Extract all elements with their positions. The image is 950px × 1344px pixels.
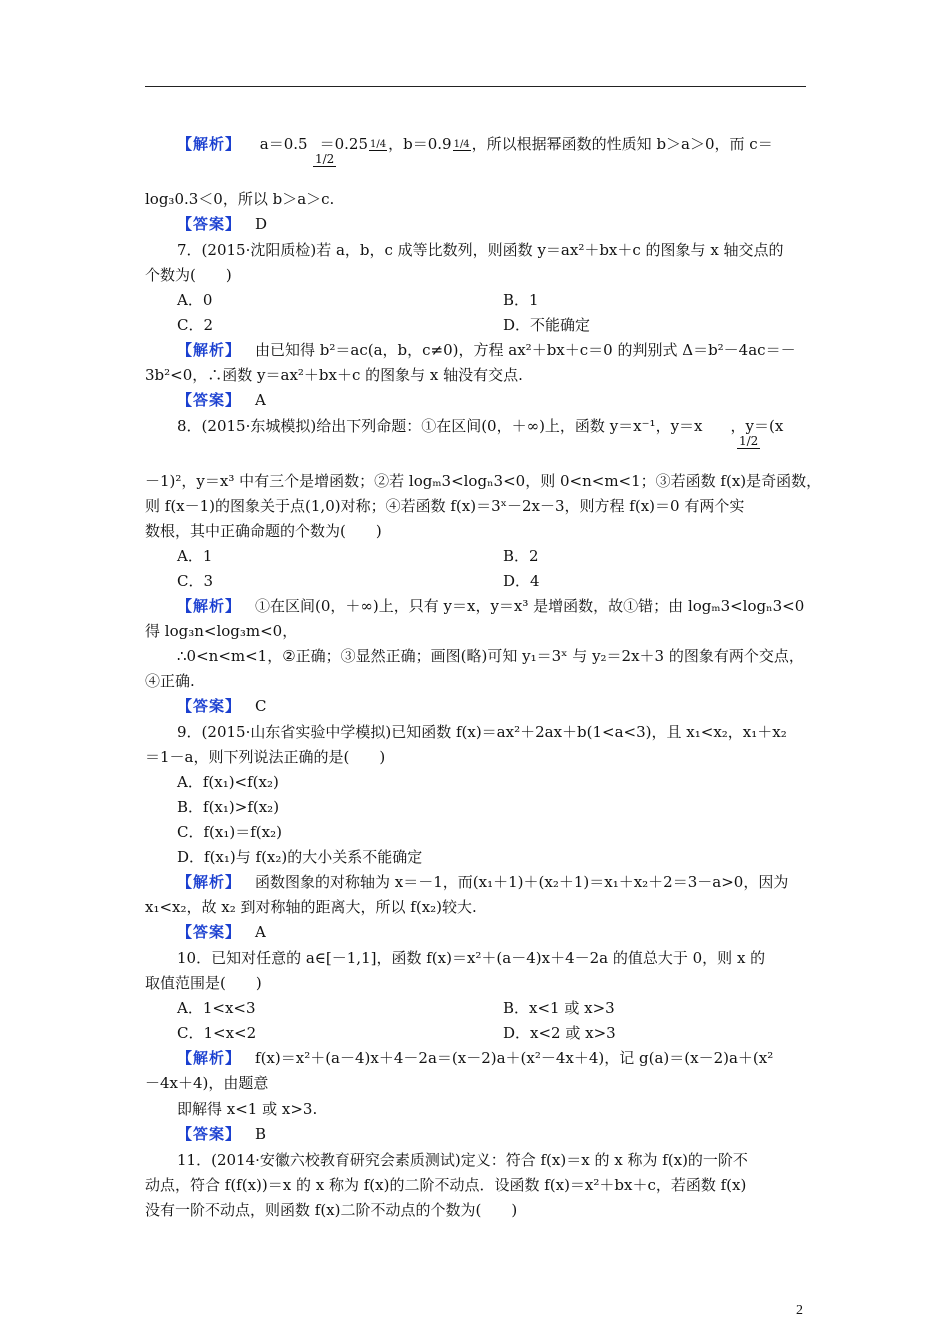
q6-analysis-a: a＝0.5 — [259, 135, 308, 153]
q8-exponent-half: 1/2 — [739, 434, 759, 448]
q10-analysis-line1: f(x)＝x²＋(a－4)x＋4－2a＝(x－2)a＋(x²－4x＋4)，记 g(a)＝(x－2)a＋(x² — [255, 1049, 774, 1067]
q6-answer — [177, 215, 847, 233]
q10-option-b: B．x<1 或 x>3 — [503, 999, 615, 1017]
q6-analysis-b: ＝0.25 — [319, 135, 369, 153]
q6-analysis-d: ，所以根据幂函数的性质知 b＞a＞0，而 c＝ — [471, 135, 773, 153]
q8-answer — [177, 697, 847, 715]
q9-analysis — [177, 873, 847, 891]
q7-answer-value: A — [255, 391, 266, 409]
q6-answer-value: D — [255, 215, 268, 233]
analysis-label: 【解析】 — [177, 873, 242, 891]
q11-stem-line2: 动点，符合 f(f(x))＝x 的 x 称为 f(x)的二阶不动点．设函数 f(x)＝x²＋bx＋c，若函数 f(x) — [145, 1176, 747, 1194]
answer-label: 【答案】 — [177, 923, 242, 941]
q9-answer — [177, 923, 847, 941]
q8-analysis — [177, 597, 847, 615]
q10-option-c: C．1<x<2 — [177, 1024, 257, 1042]
q8-stem-line2: －1)²，y＝x³ 中有三个是增函数；②若 logₘ3<logₙ3<0，则 0<n<m<1；③若函数 f(x)是奇函数， — [145, 472, 822, 490]
q7-options-row1 — [177, 291, 847, 309]
q8-analysis-line2: 得 log₃n<log₃m<0， — [145, 622, 298, 640]
header-rule — [145, 86, 806, 87]
q10-analysis-line3: 即解得 x<1 或 x>3. — [177, 1100, 318, 1118]
q8-analysis-line4: ④正确. — [145, 672, 195, 690]
q10-answer — [177, 1125, 847, 1143]
q6-exponent-b: 1/4 — [370, 138, 387, 150]
page-number: 2 — [796, 1303, 803, 1318]
q7-stem-line1: 7．(2015·沈阳质检)若 a，b，c 成等比数列，则函数 y＝ax²＋bx＋c 的图象与 x 轴交点的 — [177, 241, 784, 259]
q8-answer-value: C — [255, 697, 267, 715]
q8-options-row1 — [177, 547, 847, 565]
q8-analysis-line1: ①在区间(0，＋∞)上，只有 y＝x，y＝x³ 是增函数，故①错；由 logₘ3<logₙ3<0 — [255, 597, 805, 615]
q10-options-row2 — [177, 1024, 847, 1042]
q11-stem-line1: 11．(2014·安徽六校教育研究会素质测试)定义：符合 f(x)＝x 的 x 称为 f(x)的一阶不 — [177, 1151, 748, 1169]
q8-stem-line1-b: ，y＝(x — [730, 417, 784, 435]
q9-option-b: B．f(x₁)>f(x₂) — [177, 798, 280, 816]
q8-stem-line3: 则 f(x－1)的图象关于点(1,0)对称；④若函数 f(x)＝3ˣ－2x－3，则方程 f(x)＝0 有两个实 — [145, 497, 745, 515]
q10-stem-line2: 取值范围是( ) — [145, 974, 262, 992]
q8-option-d: D．4 — [503, 572, 540, 590]
q7-answer — [177, 391, 847, 409]
q9-stem-line2: ＝1－a，则下列说法正确的是( ) — [145, 748, 386, 766]
q7-option-a: A．0 — [177, 291, 213, 309]
analysis-label: 【解析】 — [177, 341, 242, 359]
q7-option-c: C．2 — [177, 316, 214, 334]
q6-analysis-line2: log₃0.3＜0，所以 b＞a＞c. — [145, 190, 335, 208]
q10-answer-value: B — [255, 1125, 267, 1143]
q10-stem-line1: 10．已知对任意的 a∈[－1,1]，函数 f(x)＝x²＋(a－4)x＋4－2a 的值总大于 0，则 x 的 — [177, 949, 766, 967]
q9-option-c: C．f(x₁)＝f(x₂) — [177, 823, 282, 841]
analysis-label: 【解析】 — [177, 597, 242, 615]
q6-analysis — [177, 135, 847, 153]
q8-option-b: B．2 — [503, 547, 539, 565]
q7-option-b: B．1 — [503, 291, 539, 309]
q10-analysis-line2: －4x＋4)，由题意 — [145, 1074, 269, 1092]
q9-answer-value: A — [255, 923, 266, 941]
q6-exponent-c: 1/4 — [453, 138, 470, 150]
q10-analysis — [177, 1049, 847, 1067]
q6-exponent-a: 1/2 — [315, 152, 335, 166]
q8-stem-line4: 数根，其中正确命题的个数为( ) — [145, 522, 382, 540]
q10-option-a: A．1<x<3 — [177, 999, 256, 1017]
q7-analysis-line2: 3b²<0，∴函数 y＝ax²＋bx＋c 的图象与 x 轴没有交点. — [145, 366, 523, 384]
q9-option-a: A．f(x₁)<f(x₂) — [177, 773, 279, 791]
q11-stem-line3: 没有一阶不动点，则函数 f(x)二阶不动点的个数为( ) — [145, 1201, 518, 1219]
answer-label: 【答案】 — [177, 391, 242, 409]
answer-label: 【答案】 — [177, 697, 242, 715]
q10-options-row1 — [177, 999, 847, 1017]
q9-stem-line1: 9．(2015·山东省实验中学模拟)已知函数 f(x)＝ax²＋2ax＋b(1<a<3)，且 x₁<x₂，x₁＋x₂ — [177, 723, 787, 741]
answer-label: 【答案】 — [177, 215, 242, 233]
q8-option-a: A．1 — [177, 547, 213, 565]
q8-stem-line1-a: 8．(2015·东城模拟)给出下列命题：①在区间(0，＋∞)上，函数 y＝x⁻¹，y＝x — [177, 417, 703, 435]
q7-options-row2 — [177, 316, 847, 334]
q9-analysis-line2: x₁<x₂，故 x₂ 到对称轴的距离大，所以 f(x₂)较大. — [145, 898, 477, 916]
analysis-label: 【解析】 — [177, 135, 242, 153]
q8-option-c: C．3 — [177, 572, 214, 590]
q7-analysis — [177, 341, 847, 359]
q8-analysis-line3: ∴0<n<m<1，②正确；③显然正确；画图(略)可知 y₁＝3ˣ 与 y₂＝2x＋3 的图象有两个交点， — [177, 647, 804, 665]
q10-option-d: D．x<2 或 x>3 — [503, 1024, 616, 1042]
q8-stem-line1 — [177, 417, 847, 435]
q7-option-d: D．不能确定 — [503, 316, 591, 334]
q6-analysis-c: ，b＝0.9 — [388, 135, 452, 153]
q8-options-row2 — [177, 572, 847, 590]
answer-label: 【答案】 — [177, 1125, 242, 1143]
q7-analysis-line1: 由已知得 b²＝ac(a，b，c≠0)，方程 ax²＋bx＋c＝0 的判别式 Δ＝b²－4ac＝－ — [255, 341, 796, 359]
q9-analysis-line1: 函数图象的对称轴为 x＝－1，而(x₁＋1)＋(x₂＋1)＝x₁＋x₂＋2＝3－a>0，因为 — [255, 873, 789, 891]
analysis-label: 【解析】 — [177, 1049, 242, 1067]
q9-option-d: D．f(x₁)与 f(x₂)的大小关系不能确定 — [177, 848, 423, 866]
q7-stem-line2: 个数为( ) — [145, 266, 232, 284]
